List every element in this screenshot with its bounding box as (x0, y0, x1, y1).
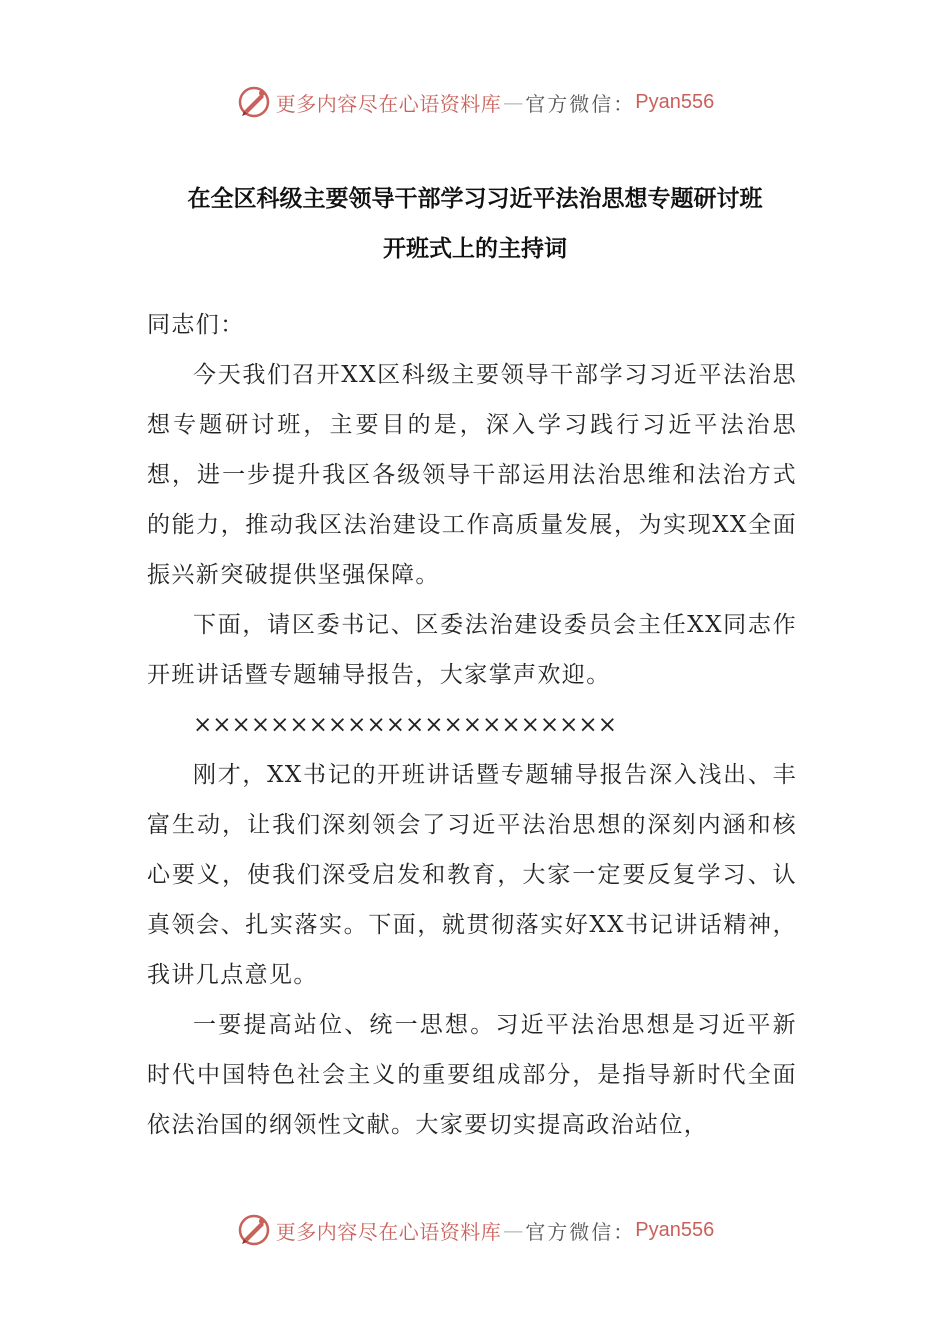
banner-dash: — (503, 90, 524, 114)
banner-wechat-id: Pyan556 (635, 90, 715, 113)
paragraph: 下面，请区委书记、区委法治建设委员会主任XX同志作开班讲话暨专题辅导报告，大家掌声欢迎。 (147, 612, 797, 688)
document-title-line1: 在全区科级主要领导干部学习习近平法治思想专题研讨班 (187, 185, 763, 212)
header-banner (0, 82, 950, 122)
paragraph: 一要提高站位、统一思想。习近平法治思想是习近平新时代中国特色社会主义的重要组成部分，是指导新时代全面依法治国的纲领性文献。大家要切实提高政治站位， (147, 1012, 797, 1138)
paragraph: 今天我们召开XX区科级主要领导干部学习习近平法治思想专题研讨班，主要目的是，深入学习践行习近平法治思想，进一步提升我区各级领导干部运用法治思维和法治方式的能力，推动我区法治建设工作高质量发展，为实现XX全面振兴新突破提供坚强保障。 (147, 362, 797, 588)
banner-site-text: 更多内容尽在心语资料库 (275, 1219, 502, 1244)
salutation: 同志们： (147, 312, 245, 338)
document-body (147, 300, 797, 1150)
paragraph: 刚才，XX书记的开班讲话暨专题辅导报告深入浅出、丰富生动，让我们深刻领会了习近平法治思想的深刻内涵和核心要义，使我们深受启发和教育，大家一定要反复学习、认真领会、扎实落实。下面，就贯彻落实好XX书记讲话精神，我讲几点意见。 (147, 762, 797, 988)
document-title-line2: 开班式上的主持词 (383, 235, 567, 262)
banner-site-text: 更多内容尽在心语资料库 (275, 91, 502, 116)
footer-banner (0, 1210, 950, 1250)
banner-wechat-label: 官方微信： (525, 91, 636, 116)
pen-logo-icon (236, 1212, 272, 1248)
banner-dash: — (503, 1218, 524, 1242)
banner-wechat-id: Pyan556 (635, 1218, 715, 1241)
banner-wechat-label: 官方微信： (525, 1219, 636, 1244)
pen-logo-icon (236, 84, 272, 120)
separator-line: ×××××××××××××××××××××× (193, 712, 617, 738)
